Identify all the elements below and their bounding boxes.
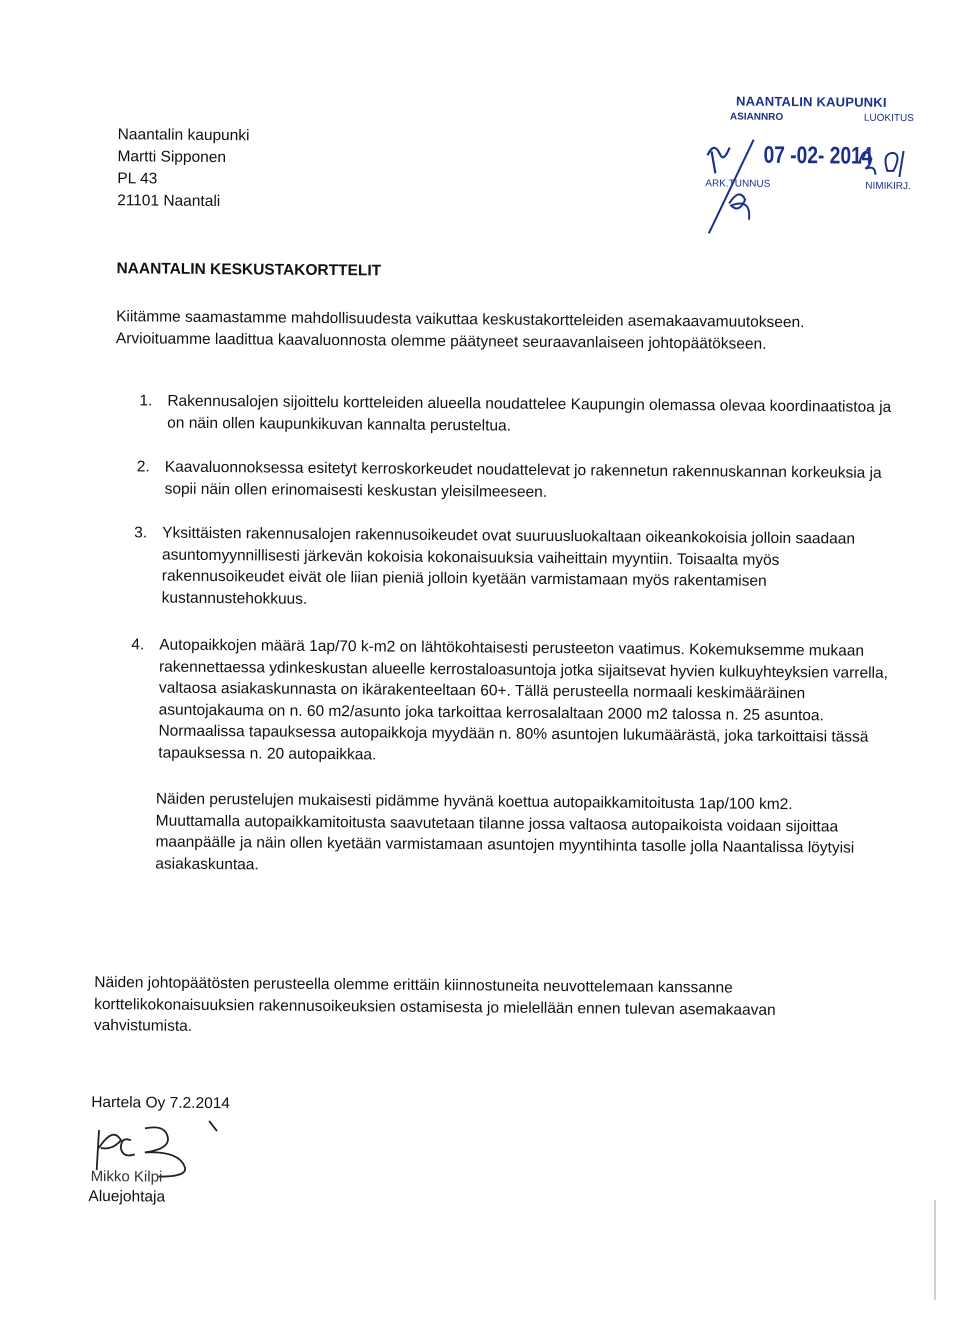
list-item-number: 4. <box>131 636 145 654</box>
parking-conclusion-paragraph: Näiden perustelujen mukaisesti pidämme hyvänä koettua autopaikkamitoitusta 1ap/100 km2. Muuttamalla autopaikkamitoitusta saavutetaan tilanne jossa valtaosa autopaikoista voidaan sijoittaa maanpäälle ja näin ollen kyetään varmistamaan asuntojen myyntihinta tasolle jolla Naantalissa löytyisi asiakaskuntaa. <box>155 790 855 873</box>
list-item-text: Rakennusalojen sijoittelu kortteleiden alueella noudattelee Kaupungin olemassa olevaa koordinaatistoa ja on näin ollen kaupunkikuvan kannalta perusteltua. <box>167 392 892 435</box>
signer-name: Mikko Kilpi <box>90 1167 163 1186</box>
recipient-address <box>117 124 250 213</box>
letter-heading: NAANTALIN KESKUSTAKORTTELIT <box>116 260 382 280</box>
list-item-text: Yksittäisten rakennusalojen rakennusoikeudet ovat suuruusluokaltaan oikeankokoisia jolloin saadaan asuntomyynnillisesti järkevän kokoisia kokonaisuuksia vaiheittain myyntiin. Toisaalta myös rakennusoikeudet eivät ole liian pieniä jolloin kyetään varmistamaan myös rakentamisen kustannustehokkuus. <box>161 524 856 608</box>
sender-company-date: Hartela Oy 7.2.2014 <box>91 1093 231 1113</box>
list-item-number: 3. <box>134 524 148 542</box>
list-item-text: Kaavaluonnoksessa esitetyt kerroskorkeudet noudattelevat jo rakennetun rakennuskannan korkeuksia ja sopii näin ollen erinomaisesti keskustan yleisilmeeseen. <box>164 458 882 501</box>
signer-title: Aluejohtaja <box>88 1187 166 1206</box>
registry-stamp <box>689 93 940 245</box>
recipient-line: Naantalin kaupunki <box>117 126 250 145</box>
stamp-label-asiannro: ASIANNRO <box>729 111 784 123</box>
stamp-label-luokitus: LUOKITUS <box>863 112 914 125</box>
stamp-city: NAANTALIN KAUPUNKI <box>735 93 887 110</box>
stamp-date: 07 -02- 2014 <box>763 141 873 170</box>
list-item-number: 1. <box>139 392 153 410</box>
closing-paragraph: Näiden johtopäätösten perusteella olemme erittäin kiinnostuneita neuvottelemaan kanssanne korttelikokonaisuuksien rakennusoikeuksien ostamisesta jo mielellään ennen tulevan asemakaavan vahvistumista. <box>93 973 776 1035</box>
list-item-text: Autopaikkojen määrä 1ap/70 k-m2 on lähtökohtaisesti perusteeton vaatimus. Kokemuksemme mukaan rakennettaessa ydinkeskustan alueelle kerrostaloasuntoja jotka sijaitsevat hyvien kulkuyhteyksien varrella, valtaosa asiakaskunnasta on ikärakenteeltaan 60+. Tällä perusteella normaali keskimääräinen asuntojakauma on n. 60 m2/asunto joka tarkoittaa kerrosalaltaan 2000 m2 talossa n. 25 asuntoa. Normaalissa tapauksessa autopaikkoja myydään n. 80% asuntojen lukumäärästä, joka tarkoittaisi tässä tapauksessa n. 20 autopaikkaa. <box>158 636 889 763</box>
recipient-line: PL 43 <box>117 170 158 188</box>
intro-paragraph: Kiitämme saamastamme mahdollisuudesta vaikuttaa keskustakortteleiden asemakaavamuutokseen. Arvioituamme laadittua kaavaluonnosta olemme päätyneet seuraavanlaiseen johtopäätökseen. <box>115 308 805 353</box>
list-item-number: 2. <box>136 458 150 476</box>
scan-edge-mark <box>934 1200 936 1300</box>
handwritten-signature <box>90 1118 241 1199</box>
recipient-line: 21101 Naantali <box>117 192 221 211</box>
stamp-label-arktunnus: ARK.TUNNUS <box>705 178 771 190</box>
recipient-line: Martti Sipponen <box>117 148 227 167</box>
stamp-label-nimikirj: NIMIKIRJ. <box>865 180 911 193</box>
